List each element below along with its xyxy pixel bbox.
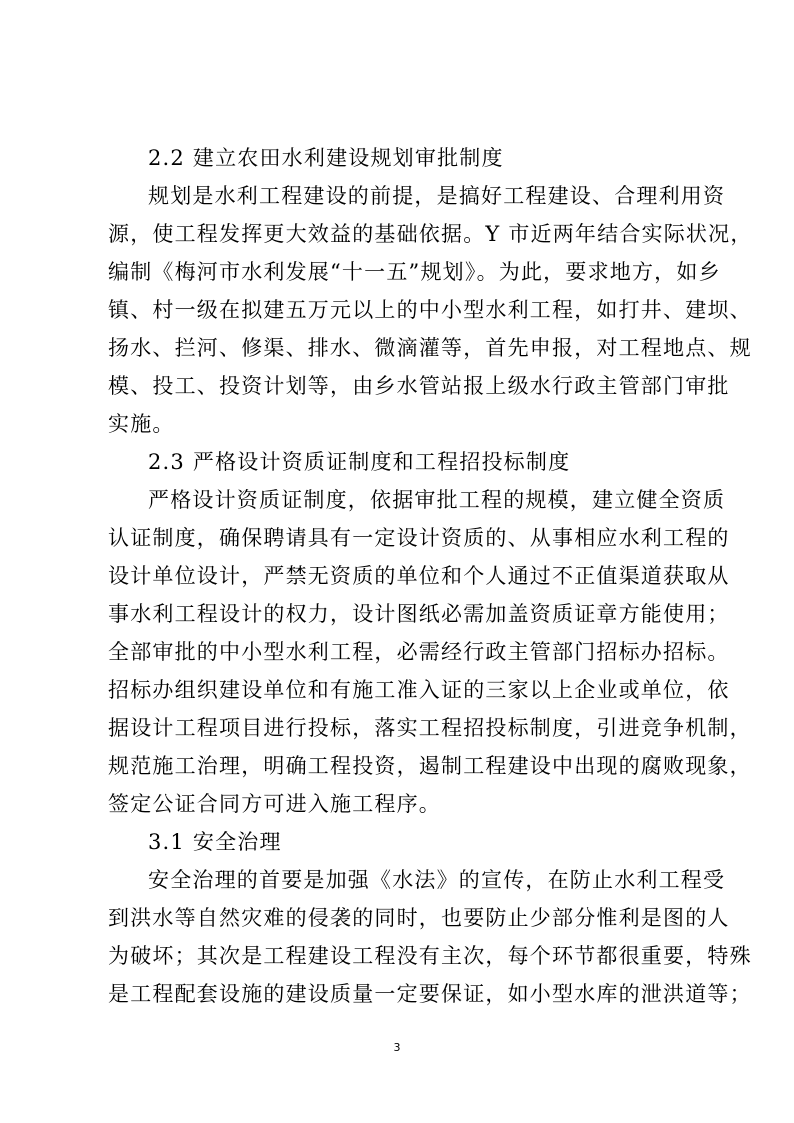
paragraph-line: 扬水、拦河、修渠、排水、微滴灌等，首先申报，对工程地点、规 [108,336,752,360]
paragraph-line: 签定公证合同方可进入施工程序。 [108,792,441,816]
paragraph-line: 事水利工程设计的权力，设计图纸必需加盖资质证章方能使用； [108,602,730,626]
page-number: 3 [393,1041,401,1054]
paragraph-line: 源，使工程发挥更大效益的基础依据。Y 市近两年结合实际状况， [108,222,753,246]
paragraph-line: 认证制度，确保聘请具有一定设计资质的、从事相应水利工程的 [108,526,730,550]
paragraph-line: 全部审批的中小型水利工程，必需经行政主管部门招标办招标。 [108,640,730,664]
paragraph-line: 招标办组织建设单位和有施工准入证的三家以上企业或单位，依 [108,678,730,702]
section-heading-3-1: 3.1 安全治理 [148,830,282,854]
paragraph-line: 安全治理的首要是加强《水法》的宣传，在防止水利工程受 [148,868,726,892]
paragraph-line: 为破坏；其次是工程建设工程没有主次，每个环节都很重要，特殊 [108,944,752,968]
paragraph-line: 规划是水利工程建设的前提，是搞好工程建设、合理利用资 [148,184,726,208]
paragraph-line: 据设计工程项目进行投标，落实工程招投标制度，引进竞争机制， [108,716,752,740]
paragraph-line: 是工程配套设施的建设质量一定要保证，如小型水库的泄洪道等； [108,982,752,1006]
paragraph-line: 严格设计资质证制度，依据审批工程的规模，建立健全资质 [148,488,726,512]
paragraph-line: 到洪水等自然灾难的侵袭的同时，也要防止少部分惟利是图的人 [108,906,730,930]
paragraph-line: 模、投工、投资计划等，由乡水管站报上级水行政主管部门审批 [108,374,730,398]
section-heading-2-3: 2.3 严格设计资质证制度和工程招投标制度 [148,450,571,474]
paragraph-line: 实施。 [108,412,175,436]
section-heading-2-2: 2.2 建立农田水利建设规划审批制度 [148,146,504,170]
paragraph-line: 设计单位设计，严禁无资质的单位和个人通过不正值渠道获取从 [108,564,730,588]
paragraph-line: 规范施工治理，明确工程投资，遏制工程建设中出现的腐败现象， [108,754,752,778]
paragraph-line: 编制《梅河市水利发展“十一五”规划》。为此，要求地方，如乡 [108,260,721,284]
paragraph-line: 镇、村一级在拟建五万元以上的中小型水利工程，如打井、建坝、 [108,298,752,322]
